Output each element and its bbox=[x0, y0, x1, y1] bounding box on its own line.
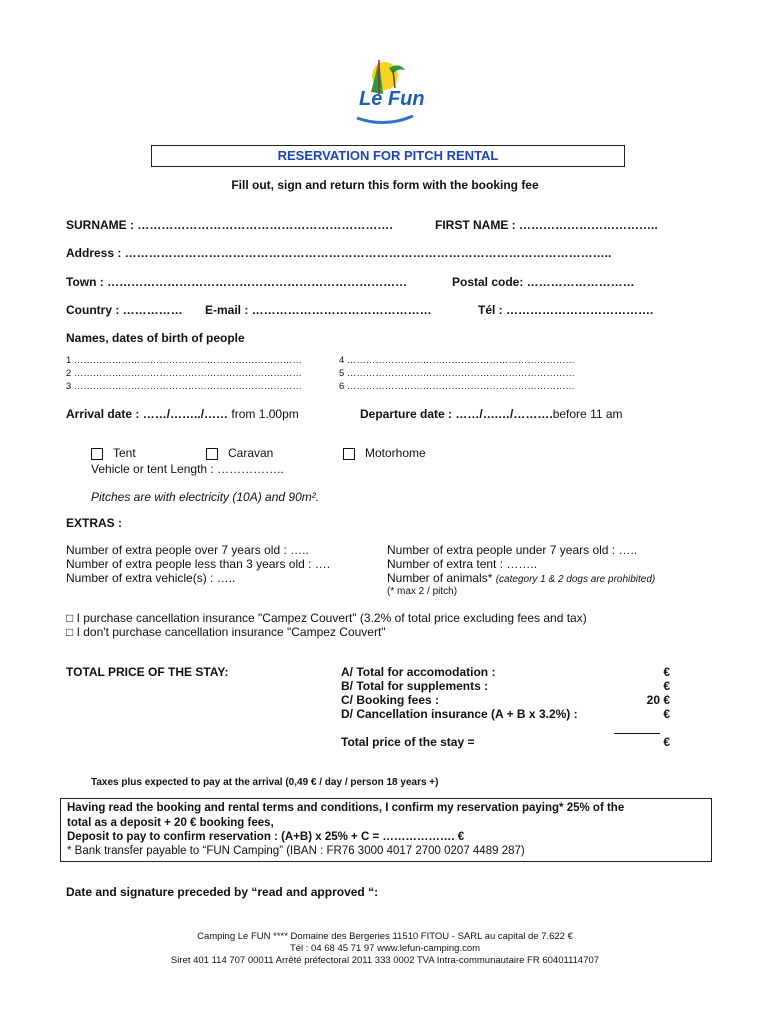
length-field[interactable]: Vehicle or tent Length : …………….. bbox=[91, 462, 284, 476]
caravan-checkbox[interactable] bbox=[206, 448, 218, 460]
arrival-date-suffix: from 1.00pm bbox=[231, 407, 299, 421]
postal-code-field[interactable]: Postal code: ……………………… bbox=[452, 275, 635, 289]
total-row-d-value[interactable]: € bbox=[663, 707, 670, 721]
person-line-3[interactable]: 3 ……………………………………………………………… bbox=[66, 381, 302, 392]
departure-date-label: Departure date : ……/….…/………. bbox=[360, 407, 553, 421]
caravan-option[interactable] bbox=[206, 446, 273, 460]
total-price-heading: TOTAL PRICE OF THE STAY: bbox=[66, 665, 229, 679]
extra-under-7[interactable]: Number of extra people under 7 years old : ….. bbox=[387, 543, 638, 557]
total-row-c-label: C/ Booking fees : bbox=[341, 693, 440, 707]
total-row-a-label: A/ Total for accomodation : bbox=[341, 665, 496, 679]
taxes-note: Taxes plus expected to pay at the arrival (0,49 € / day / person 18 years +) bbox=[91, 777, 439, 788]
pitches-note: Pitches are with electricity (10A) and 90m². bbox=[91, 490, 320, 504]
departure-date-field[interactable] bbox=[360, 407, 623, 421]
motorhome-label: Motorhome bbox=[365, 446, 426, 460]
extra-animals[interactable] bbox=[387, 571, 655, 585]
extra-over-7[interactable]: Number of extra people over 7 years old : ….. bbox=[66, 543, 309, 557]
country-field[interactable]: Country : …………… bbox=[66, 303, 183, 317]
deposit-line-3[interactable]: Deposit to pay to confirm reservation : (A+B) x 25% + C = ………………. € bbox=[67, 831, 465, 843]
person-line-2[interactable]: 2 ……………………………………………………………… bbox=[66, 368, 302, 379]
address-field[interactable]: Address : ………………………………………………………………………………………………………….. bbox=[66, 246, 612, 260]
insurance-yes-option[interactable]: □ I purchase cancellation insurance "Campez Couvert" (3.2% of total price excluding fees and tax) bbox=[66, 611, 587, 625]
tent-checkbox[interactable] bbox=[91, 448, 103, 460]
total-row-d-label: D/ Cancellation insurance (A + B x 3.2%) : bbox=[341, 707, 578, 721]
form-title: RESERVATION FOR PITCH RENTAL bbox=[151, 145, 625, 167]
animals-max-note: (* max 2 / pitch) bbox=[387, 586, 458, 597]
animals-note: (category 1 & 2 dogs are prohibited) bbox=[495, 574, 656, 585]
footer-line-2: Tél : 04 68 45 71 97 www.lefun-camping.com bbox=[289, 943, 481, 954]
motorhome-checkbox[interactable] bbox=[343, 448, 355, 460]
total-row-b-value[interactable]: € bbox=[663, 679, 670, 693]
animals-label: Number of animals* bbox=[387, 571, 493, 585]
total-row-b-label: B/ Total for supplements : bbox=[341, 679, 489, 693]
total-row-c-value: 20 € bbox=[646, 693, 670, 707]
person-line-5[interactable]: 5 ……………………………………………………………… bbox=[339, 368, 575, 379]
total-row-a-value[interactable]: € bbox=[663, 665, 670, 679]
person-line-6[interactable]: 6 ……………………………………………………………… bbox=[339, 381, 575, 392]
logo-text: Le Fun bbox=[359, 88, 425, 110]
arrival-date-field[interactable] bbox=[66, 407, 299, 421]
first-name-field[interactable]: FIRST NAME : …………………………….. bbox=[435, 218, 658, 232]
tent-label: Tent bbox=[113, 446, 136, 460]
arrival-date-label: Arrival date : ……/……../…… bbox=[66, 407, 229, 421]
logo bbox=[345, 58, 425, 128]
total-stay-label: Total price of the stay = bbox=[341, 735, 475, 749]
total-stay-value[interactable]: € bbox=[663, 735, 670, 749]
extra-vehicles[interactable]: Number of extra vehicle(s) : ….. bbox=[66, 571, 236, 585]
departure-date-suffix: before 11 am bbox=[552, 407, 623, 421]
extra-tent[interactable]: Number of extra tent : …….. bbox=[387, 557, 538, 571]
insurance-no-option[interactable]: □ I don't purchase cancellation insurance "Campez Couvert" bbox=[66, 625, 386, 639]
footer-line-3: Siret 401 114 707 00011 Arrêté préfectoral 2011 333 0002 TVA Intra-communautaire FR 60401114707 bbox=[170, 955, 600, 966]
extras-heading: EXTRAS : bbox=[66, 516, 123, 530]
motorhome-option[interactable] bbox=[343, 446, 426, 460]
person-line-4[interactable]: 4 ……………………………………………………………… bbox=[339, 355, 575, 366]
deposit-line-1: Having read the booking and rental terms and conditions, I confirm my reservation paying* 25% of the bbox=[67, 802, 625, 814]
caravan-label: Caravan bbox=[228, 446, 274, 460]
person-line-1[interactable]: 1 ……………………………………………………………… bbox=[66, 355, 302, 366]
tel-field[interactable]: Tél : ………………………………. bbox=[478, 303, 654, 317]
deposit-line-2: total as a deposit + 20 € booking fees, bbox=[67, 817, 274, 829]
extra-under-3[interactable]: Number of extra people less than 3 years old : …. bbox=[66, 557, 331, 571]
tent-option[interactable] bbox=[91, 446, 136, 460]
deposit-line-4: * Bank transfer payable to “FUN Camping” (IBAN : FR76 3000 4017 2700 0207 4489 287) bbox=[67, 845, 525, 857]
surname-field[interactable]: SURNAME : ………………………………………………………. bbox=[66, 218, 393, 232]
people-heading: Names, dates of birth of people bbox=[66, 331, 245, 345]
form-subtitle: Fill out, sign and return this form with the booking fee bbox=[231, 178, 539, 192]
deposit-box bbox=[60, 798, 712, 862]
total-divider bbox=[614, 733, 660, 734]
footer-line-1: Camping Le FUN **** Domaine des Bergeries 11510 FITOU - SARL au capital de 7.622 € bbox=[197, 931, 573, 942]
email-field[interactable]: E-mail : ……………………………………… bbox=[205, 303, 432, 317]
signature-label[interactable]: Date and signature preceded by “read and approved “: bbox=[66, 885, 379, 899]
town-field[interactable]: Town : ………………………………………………………………… bbox=[66, 275, 408, 289]
